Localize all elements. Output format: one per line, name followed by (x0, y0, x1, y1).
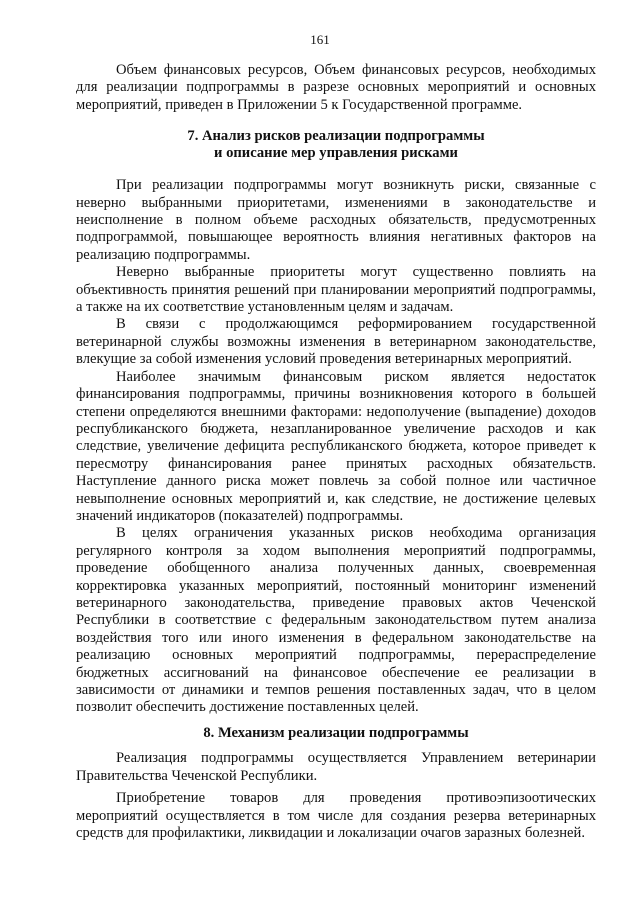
section-8-paragraph: Реализация подпрограммы осуществляется Управлением ветеринарии Правительства Чеченской Республики. (76, 750, 596, 784)
section-7-paragraph: При реализации подпрограммы могут возникнуть риски, связанные с неверно выбранными приоритетами, изменениями в законодательстве и неисполнение в полном объеме расходных обязательств, предусмотренных подпрограммой, повышающее вероятность влияния негативных факторов на реализацию подпрограммы. (76, 177, 596, 263)
section-7-paragraph: Наиболее значимым финансовым риском является недостаток финансирования подпрограммы, причины возникновения которого в большей степени определяются внешними факторами: недополучение (выпадение) доходов республиканского бюджета, незапланированное увеличение расходов и как следствие, увеличение дефицита республиканского бюджета, которое приведет к пересмотру финансирования ранее принятых расходных обязательств. Наступление данного риска может повлечь за собой полное или частичное невыполнение основных мероприятий и, как следствие, не достижение целевых значений индикаторов (показателей) подпрограммы. (76, 368, 596, 524)
page-content (76, 62, 596, 842)
page-number: 161 (310, 32, 330, 47)
section-7-title-line-1: 7. Анализ рисков реализации подпрограммы (187, 128, 485, 145)
section-7-body (76, 177, 596, 717)
section-8-body (76, 750, 596, 842)
section-7-paragraph: В связи с продолжающимся реформированием государственной ветеринарной службы возможны изменения в ветеринарном законодательстве, влекущие за собой изменения условий проведения ветеринарных мероприятий. (76, 316, 596, 368)
section-7-paragraph: В целях ограничения указанных рисков необходима организация регулярного контроля за ходом выполнения мероприятий подпрограммы, проведение обобщенного анализа полученных данных, своевременная корректировка указанных мероприятий, постоянный мониторинг изменений ветеринарного законодательства, приведение правовых актов Чеченской Республики в соответствие с федеральным законодательством путем анализа воздействия того или иного изменения в федеральном законодательстве на реализацию основных мероприятий подпрограммы, перераспределение бюджетных ассигнований на финансовое обеспечение ее реализации в зависимости от динамики и темпов решения поставленных задач, что в целом позволит обеспечить достижение поставленных целей. (76, 525, 596, 716)
intro-paragraph: Объем финансовых ресурсов, Объем финансовых ресурсов, необходимых для реализации подпрограммы в разрезе основных мероприятий и основных мероприятий, приведен в Приложении 5 к Государственной программе. (76, 62, 596, 113)
section-8-paragraph: Приобретение товаров для проведения противоэпизоотических мероприятий осуществляется в том числе для создания резерва ветеринарных средств для профилактики, ликвидации и локализации очагов заразных болезней. (76, 790, 596, 841)
section-7-title-line-2: и описание мер управления рисками (214, 144, 458, 161)
section-7-heading (76, 128, 596, 161)
section-7-paragraph: Неверно выбранные приоритеты могут существенно повлиять на объективность принятия решений при планировании мероприятий подпрограммы, а также на их соответствие установленным целям и задачам. (76, 264, 596, 316)
section-8-title: 8. Механизм реализации подпрограммы (203, 724, 469, 741)
